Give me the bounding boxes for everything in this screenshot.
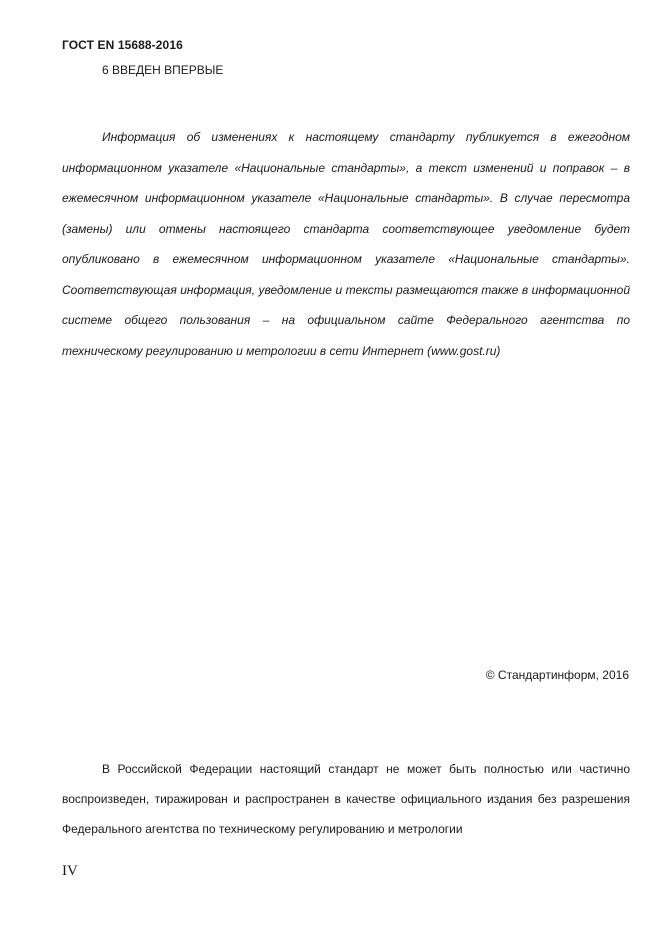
amendments-notice: Информация об изменениях к настоящему стандарту публикуется в ежегодном информационном указателе «Национальные стандарты», а текст изменений и поправок – в ежемесячном информационном указателе «Национальные стандарты». В случае пересмотра (замены) или отмены настоящего стандарта соответствующее уведомление будет опубликовано в ежемесячном информационном указателе «Национальные стандарты». Соответствующая информация, уведомление и тексты размещаются также в информационной системе общего пользования – на официальном сайте Федерального агентства по техническому регулированию и метрологии в сети Интернет (www.gost.ru) — [62, 130, 630, 358]
reproduction-rights-notice: В Российской Федерации настоящий стандарт не может быть полностью или частично воспроизведен, тиражирован и распространен в качестве официального издания без разрешения Федерального агентства по техническому регулированию и метрологии — [62, 762, 630, 836]
page-number: IV — [62, 863, 78, 879]
copyright-line: © Стандартинформ, 2016 — [485, 668, 629, 682]
document-code: ГОСТ EN 15688-2016 — [62, 38, 183, 52]
introduction-clause: 6 ВВЕДЕН ВПЕРВЫЕ — [102, 63, 224, 77]
